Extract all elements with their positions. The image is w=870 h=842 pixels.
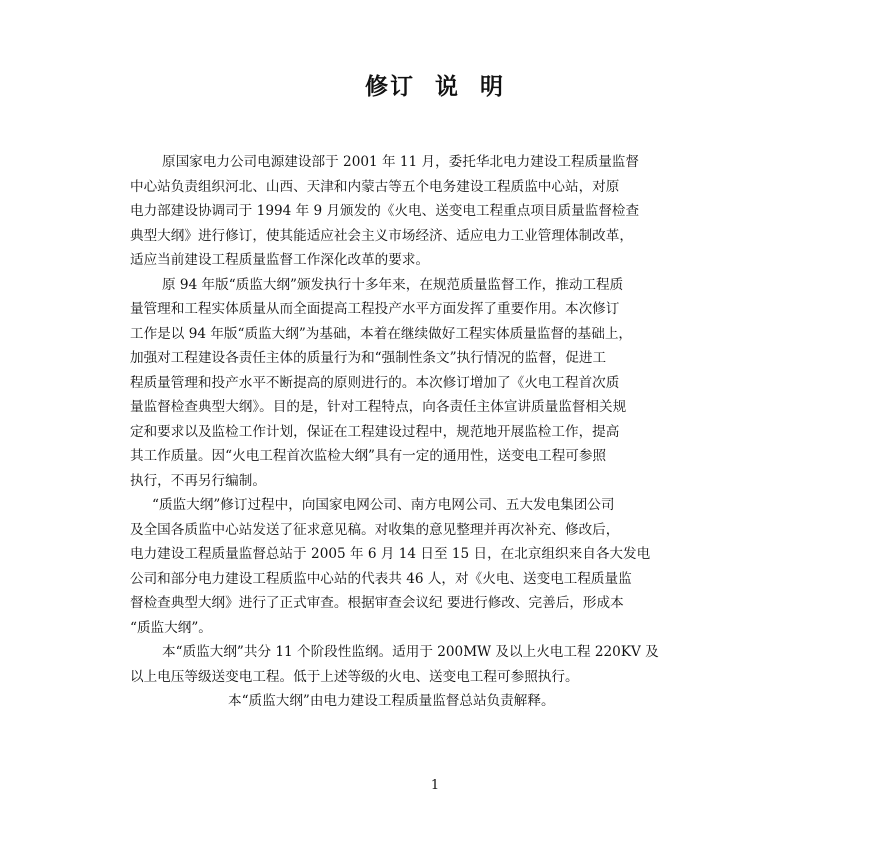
paragraph-line: 以上电压等级送变电工程。低于上述等级的火电、送变电工程可参照执行。: [130, 668, 579, 685]
paragraph-line: 公司和部分电力建设工程质监中心站的代表共 46 人，对《火电、送变电工程质量监: [130, 570, 632, 587]
page-number: 1: [430, 778, 440, 793]
paragraph-line: 本“质监大纲”由电力建设工程质量监督总站负责解释。: [228, 693, 555, 709]
paragraph-line: 加强对工程建设各责任主体的质量行为和“强制性条文”执行情况的监督，促进工: [130, 350, 607, 366]
document-body: [130, 150, 780, 714]
paragraph-line: 电力部建设协调司于 1994 年 9 月颁发的《火电、送变电工程重点项目质量监督检查: [130, 203, 640, 219]
paragraph-line: 典型大纲》进行修订，使其能适应社会主义市场经济、适应电力工业管理体制改革，: [130, 227, 633, 244]
paragraph-line: “质监大纲”。: [130, 619, 212, 636]
paragraph-line: 工作是以 94 年版“质监大纲”为基础，本着在继续做好工程实体质量监督的基础上，: [130, 325, 633, 342]
paragraph-line: 量监督检查典型大纲》。目的是，针对工程特点，向各责任主体宣讲质量监督相关规: [130, 399, 627, 415]
document-title: 修订 说 明: [364, 73, 506, 100]
paragraph-line: 程质量管理和投产水平不断提高的原则进行的。本次修订增加了《火电工程首次质: [130, 374, 620, 391]
paragraph-line: 督检查典型大纲》进行了正式审查。根据审查会议纪 要进行修改、完善后，形成本: [130, 595, 624, 611]
paragraph-line: 执行，不再另行编制。: [130, 472, 266, 489]
paragraph-line: 其工作质量。因“火电工程首次监检大纲”具有一定的通用性，送变电工程可参照: [130, 448, 607, 464]
paragraph-line: 原国家电力公司电源建设部于 2001 年 11 月，委托华北电力建设工程质量监督: [162, 154, 639, 170]
paragraph-line: 适应当前建设工程质量监督工作深化改革的要求。: [130, 252, 430, 268]
paragraph-line: 量管理和工程实体质量从而全面提高工程投产水平方面发挥了重要作用。本次修订: [130, 301, 620, 317]
paragraph-line: 及全国各质监中心站发送了征求意见稿。对收集的意见整理并再次补充、修改后，: [130, 521, 620, 538]
paragraph-line: “质监大纲”修订过程中，向国家电网公司、南方电网公司、五大发电集团公司: [152, 497, 615, 513]
paragraph-line: 电力建设工程质量监督总站于 2005 年 6 月 14 日至 15 日，在北京组织来自各大发电: [130, 546, 651, 562]
paragraph-line: 原 94 年版“质监大纲”颁发执行十多年来，在规范质量监督工作，推动工程质: [162, 276, 624, 293]
paragraph-line: 中心站负责组织河北、山西、天津和内蒙古等五个电务建设工程质监中心站，对原: [130, 178, 620, 195]
paragraph-line: 定和要求以及监检工作计划，保证在工程建设过程中，规范地开展监检工作，提高: [130, 423, 620, 440]
paragraph-line: 本“质监大纲”共分 11 个阶段性监纲。适用于 200MW 及以上火电工程 220KV 及: [162, 644, 659, 660]
